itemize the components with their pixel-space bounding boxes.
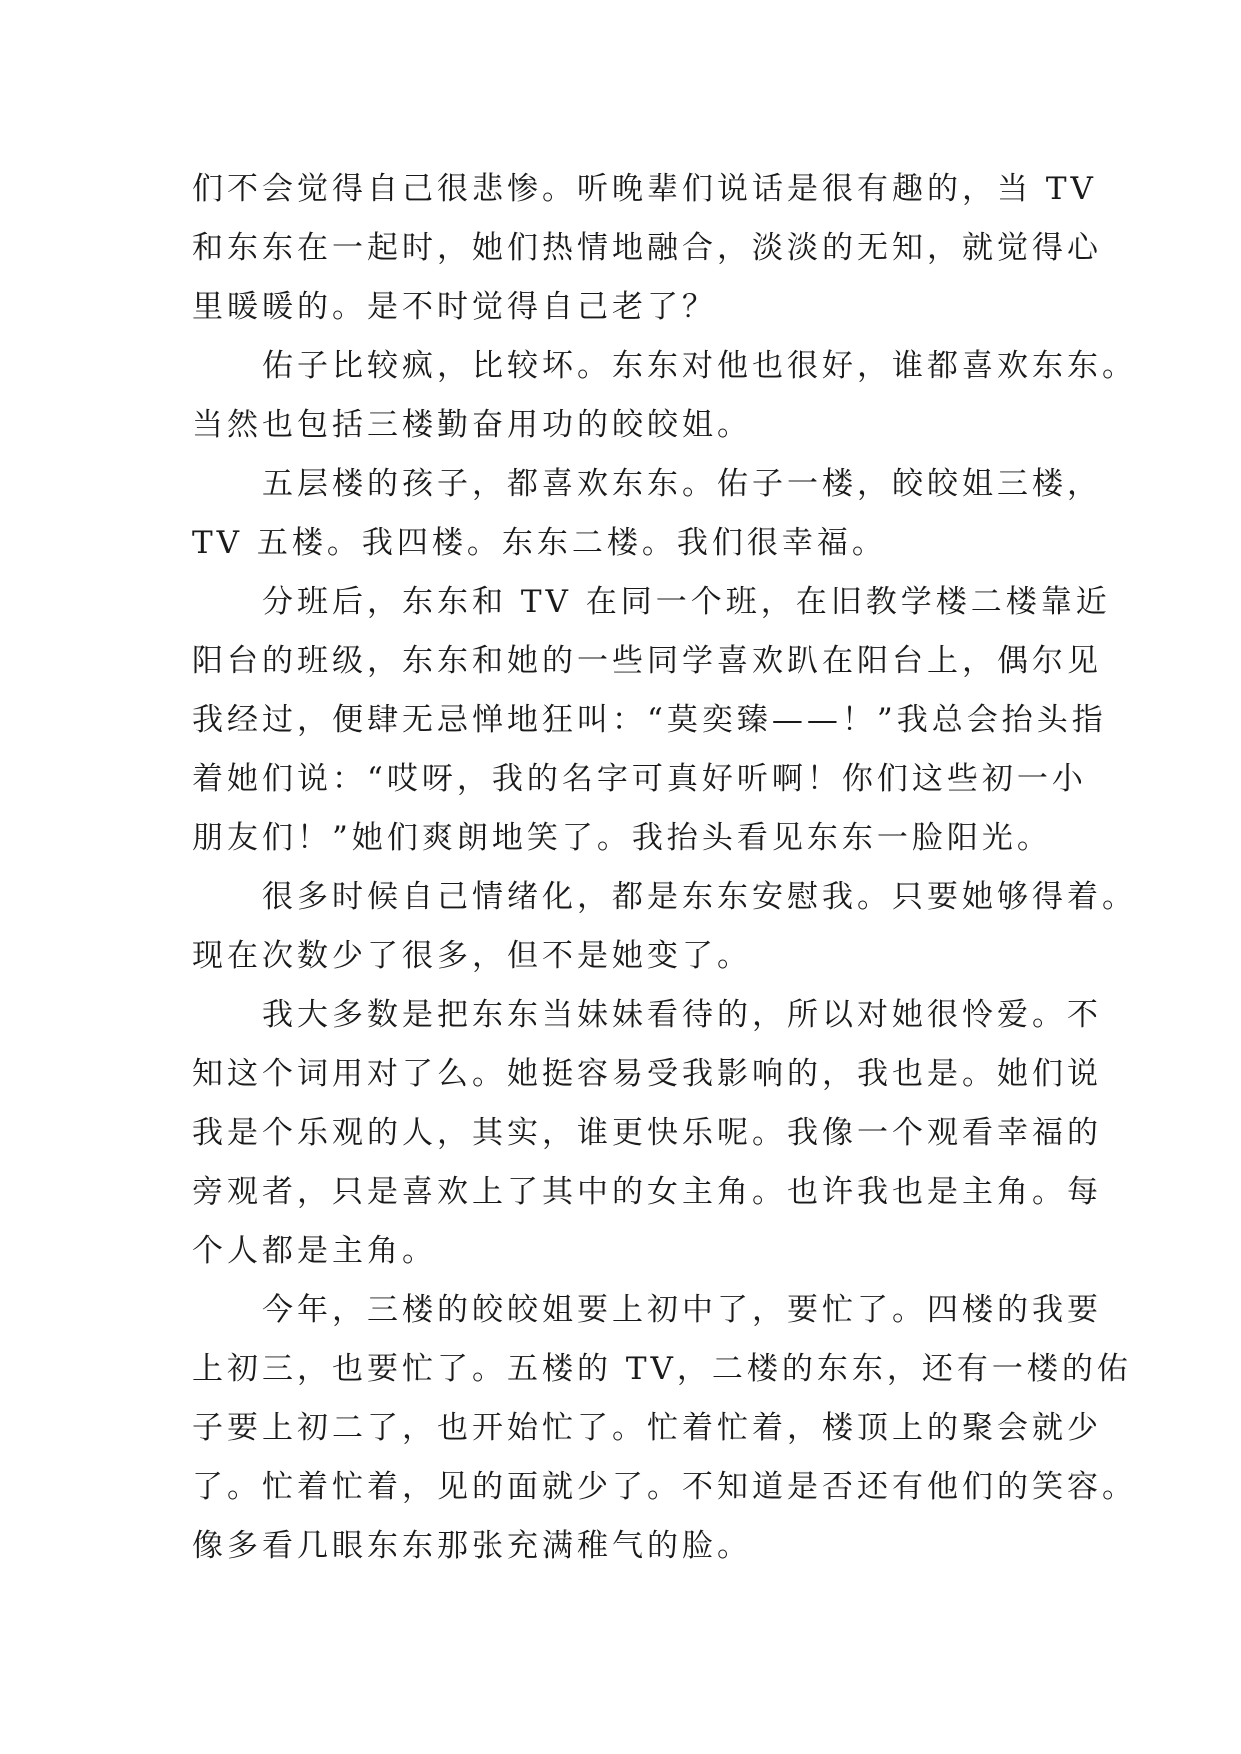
text-line: 朋友们！”她们爽朗地笑了。我抬头看见东东一脸阳光。 <box>192 820 1052 856</box>
text-line: 很多时候自己情绪化，都是东东安慰我。只要她够得着。 <box>192 879 1137 915</box>
text-line: 今年，三楼的皎皎姐要上初中了，要忙了。四楼的我要 <box>192 1292 1102 1328</box>
text-line: 着她们说：“哎呀，我的名字可真好听啊！你们这些初一小 <box>192 761 1087 797</box>
text-line: 我是个乐观的人，其实，谁更快乐呢。我像一个观看幸福的 <box>192 1115 1102 1151</box>
text-line: 们不会觉得自己很悲惨。听晚辈们说话是很有趣的，当 TV <box>192 171 1097 207</box>
text-line: TV 五楼。我四楼。东东二楼。我们很幸福。 <box>192 525 887 561</box>
text-line: 里暖暖的。是不时觉得自己老了？ <box>192 289 717 325</box>
text-line: 旁观者，只是喜欢上了其中的女主角。也许我也是主角。每 <box>192 1174 1102 1210</box>
text-line: 佑子比较疯，比较坏。东东对他也很好，谁都喜欢东东。 <box>192 348 1137 384</box>
text-line: 现在次数少了很多，但不是她变了。 <box>192 938 752 974</box>
text-line: 分班后，东东和 TV 在同一个班，在旧教学楼二楼靠近 <box>192 584 1111 620</box>
text-line: 和东东在一起时，她们热情地融合，淡淡的无知，就觉得心 <box>192 230 1102 266</box>
text-line: 我大多数是把东东当妹妹看待的，所以对她很怜爱。不 <box>192 997 1102 1033</box>
text-line: 了。忙着忙着，见的面就少了。不知道是否还有他们的笑容。 <box>192 1469 1137 1505</box>
text-line: 上初三，也要忙了。五楼的 TV，二楼的东东，还有一楼的佑 <box>192 1351 1132 1387</box>
text-line: 像多看几眼东东那张充满稚气的脸。 <box>192 1528 752 1564</box>
text-line: 当然也包括三楼勤奋用功的皎皎姐。 <box>192 407 752 443</box>
text-line: 子要上初二了，也开始忙了。忙着忙着，楼顶上的聚会就少 <box>192 1410 1102 1446</box>
text-line: 个人都是主角。 <box>192 1233 437 1269</box>
text-line: 五层楼的孩子，都喜欢东东。佑子一楼，皎皎姐三楼， <box>192 466 1102 502</box>
text-line: 知这个词用对了么。她挺容易受我影响的，我也是。她们说 <box>192 1056 1102 1092</box>
document-body <box>192 160 1137 1576</box>
text-line: 阳台的班级，东东和她的一些同学喜欢趴在阳台上，偶尔见 <box>192 643 1102 679</box>
text-line: 我经过，便肆无忌惮地狂叫：“莫奕臻——！”我总会抬头指 <box>192 702 1107 738</box>
